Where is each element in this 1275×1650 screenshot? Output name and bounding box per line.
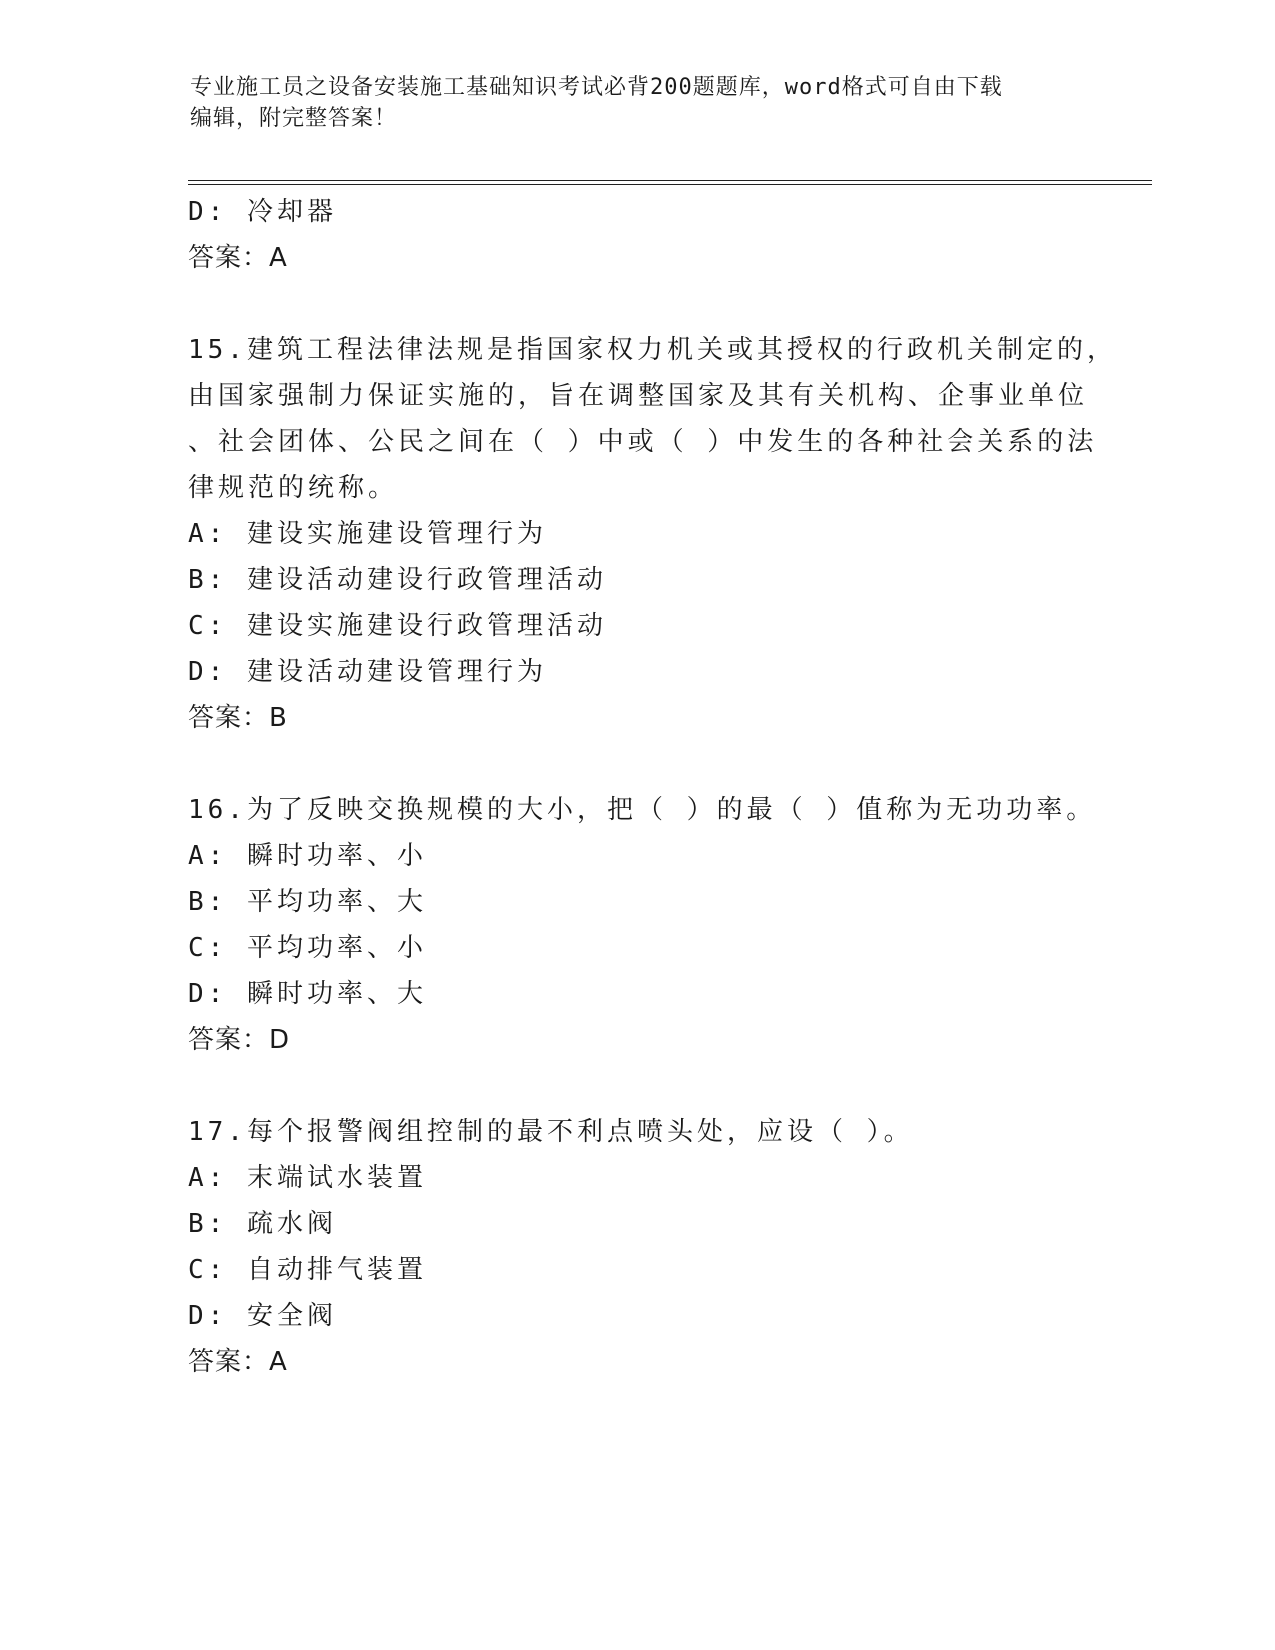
previous-question-tail bbox=[188, 189, 1068, 281]
header-divider-bottom bbox=[188, 184, 1152, 185]
option-b: B: 疏水阀 bbox=[188, 1209, 337, 1239]
question-text-line: 、社会团体、公民之间在（ ）中或（ ）中发生的各种社会关系的法 bbox=[188, 427, 1098, 457]
option-d: D: 建设活动建设管理行为 bbox=[188, 657, 547, 687]
answer-line: 答案：A bbox=[188, 243, 288, 273]
answer-line: 答案：A bbox=[188, 1347, 288, 1377]
option-d: D: 冷却器 bbox=[188, 197, 337, 227]
option-c: C: 平均功率、小 bbox=[188, 933, 427, 963]
option-b: B: 建设活动建设行政管理活动 bbox=[188, 565, 607, 595]
question-content bbox=[188, 189, 1117, 1385]
option-d: D: 安全阀 bbox=[188, 1301, 337, 1331]
option-a: A: 末端试水装置 bbox=[188, 1163, 427, 1193]
question-16 bbox=[188, 787, 1097, 1063]
option-c: C: 建设实施建设行政管理活动 bbox=[188, 611, 607, 641]
spacer bbox=[188, 741, 1068, 787]
header-divider-top bbox=[188, 180, 1152, 181]
question-text-line: 律规范的统称。 bbox=[188, 473, 399, 503]
question-17 bbox=[188, 1109, 1068, 1385]
option-d: D: 瞬时功率、大 bbox=[188, 979, 427, 1009]
option-c: C: 自动排气装置 bbox=[188, 1255, 427, 1285]
option-a: A: 建设实施建设管理行为 bbox=[188, 519, 547, 549]
question-15 bbox=[188, 327, 1117, 741]
option-b: B: 平均功率、大 bbox=[188, 887, 427, 917]
question-text-line: 16.为了反映交换规模的大小，把（ ）的最（ ）值称为无功功率。 bbox=[188, 795, 1097, 825]
question-text bbox=[188, 327, 1117, 511]
spacer bbox=[188, 281, 1068, 327]
option-a: A: 瞬时功率、小 bbox=[188, 841, 427, 871]
question-text-line: 17.每个报警阀组控制的最不利点喷头处，应设（ ）。 bbox=[188, 1117, 914, 1147]
spacer bbox=[188, 1063, 1068, 1109]
answer-line: 答案：B bbox=[188, 703, 288, 733]
question-text-line: 15.建筑工程法律法规是指国家权力机关或其授权的行政机关制定的， bbox=[188, 335, 1117, 365]
question-text-line: 由国家强制力保证实施的，旨在调整国家及其有关机构、企事业单位 bbox=[188, 381, 1089, 411]
header-line-1: 专业施工员之设备安装施工基础知识考试必背200题题库，word格式可自由下载 bbox=[190, 75, 1003, 100]
header-line-2: 编辑，附完整答案！ bbox=[190, 106, 398, 131]
answer-line: 答案：D bbox=[188, 1025, 291, 1055]
document-header bbox=[190, 72, 1070, 134]
